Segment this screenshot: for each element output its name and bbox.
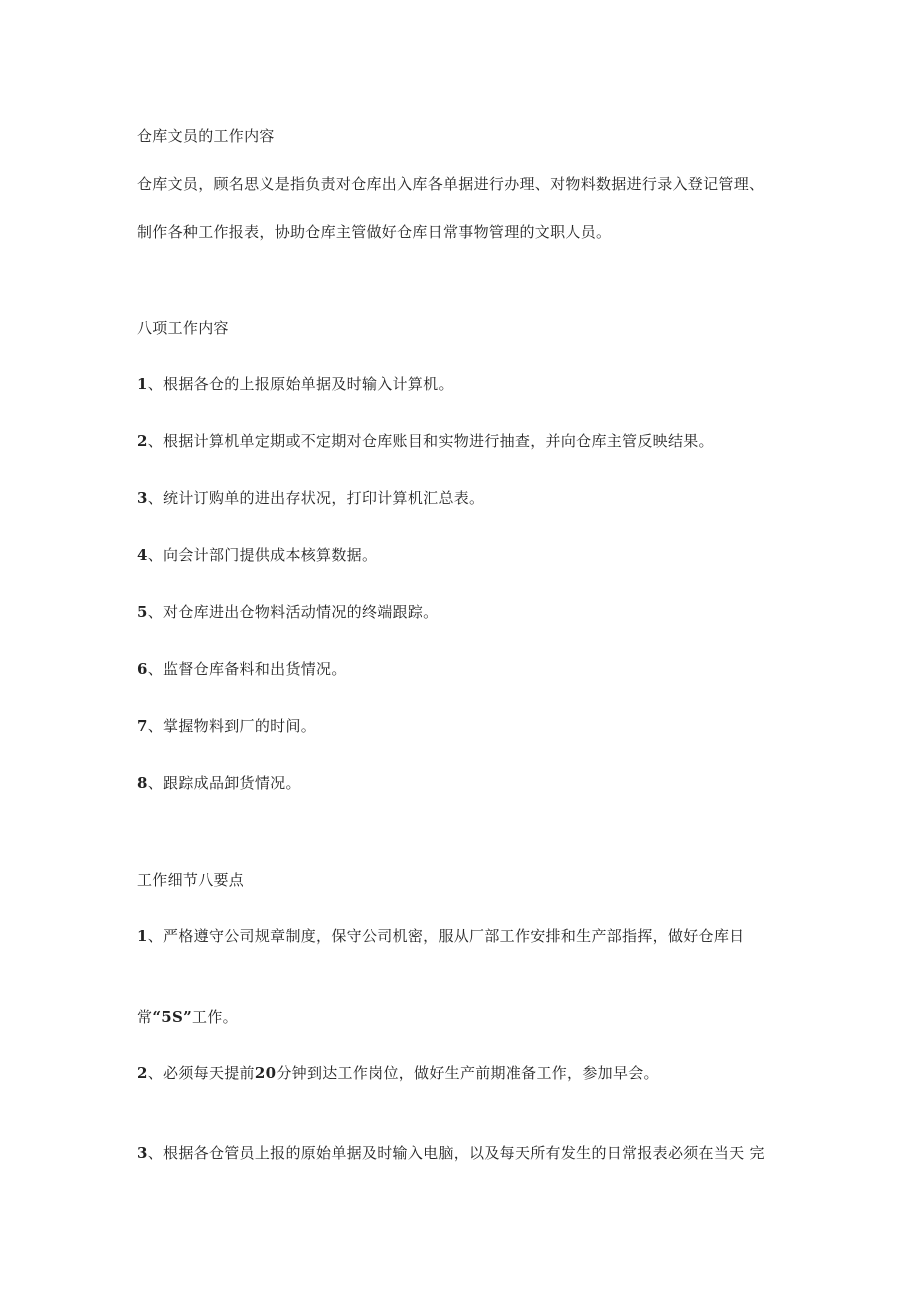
intro-paragraph-line-2: 制作各种工作报表，协助仓库主管做好仓库日常事物管理的文职人员。 bbox=[137, 223, 612, 241]
task-item-text: 、掌握物料到厂的时间。 bbox=[147, 717, 317, 735]
task-item-5 bbox=[137, 602, 438, 622]
task-item-2 bbox=[137, 431, 714, 451]
task-item-number: 7 bbox=[137, 717, 148, 735]
point-item-number: 1 bbox=[137, 927, 148, 945]
task-item-number: 5 bbox=[137, 603, 148, 621]
point-item-1-line-2 bbox=[137, 1007, 238, 1027]
task-item-1 bbox=[137, 374, 454, 394]
task-item-text: 、向会计部门提供成本核算数据。 bbox=[147, 546, 378, 564]
point-item-2 bbox=[137, 1063, 659, 1083]
task-item-number: 3 bbox=[137, 489, 148, 507]
section-heading-eight-tasks: 八项工作内容 bbox=[137, 319, 229, 337]
task-item-text: 、统计订购单的进出存状况，打印计算机汇总表。 bbox=[147, 489, 485, 507]
point-item-text: 、必须每天提前 bbox=[147, 1064, 255, 1082]
task-item-4 bbox=[137, 545, 377, 565]
section-heading-eight-points: 工作细节八要点 bbox=[137, 871, 245, 889]
point-item-text: 、严格遵守公司规章制度，保守公司机密，服从厂部工作安排和生产部指挥，做好仓库日 bbox=[147, 927, 745, 945]
task-item-6 bbox=[137, 659, 347, 679]
point-item-5s-label: “5S” bbox=[152, 1008, 193, 1026]
task-item-text: 、跟踪成品卸货情况。 bbox=[147, 774, 301, 792]
point-item-text: 、根据各仓管员上报的原始单据及时输入电脑，以及每天所有发生的日常报表必须在当天 完 bbox=[147, 1144, 765, 1162]
point-item-text: 分钟到达工作岗位，做好生产前期准备工作，参加早会。 bbox=[276, 1064, 659, 1082]
point-item-1-line-1 bbox=[137, 926, 744, 946]
intro-paragraph-line-1: 仓库文员，顾名思义是指负责对仓库出入库各单据进行办理、对物料数据进行录入登记管理、 bbox=[137, 175, 765, 193]
point-item-number: 2 bbox=[137, 1064, 148, 1082]
point-item-3 bbox=[137, 1143, 765, 1163]
task-item-number: 6 bbox=[137, 660, 148, 678]
point-item-number: 3 bbox=[137, 1144, 148, 1162]
task-item-number: 1 bbox=[137, 375, 148, 393]
task-item-7 bbox=[137, 716, 316, 736]
task-item-text: 、对仓库进出仓物料活动情况的终端跟踪。 bbox=[147, 603, 439, 621]
task-item-text: 、根据各仓的上报原始单据及时输入计算机。 bbox=[147, 375, 454, 393]
point-item-text: 常 bbox=[137, 1008, 153, 1026]
task-item-number: 8 bbox=[137, 774, 148, 792]
task-item-text: 、根据计算机单定期或不定期对仓库账目和实物进行抽查，并向仓库主管反映结果。 bbox=[147, 432, 714, 450]
task-item-number: 4 bbox=[137, 546, 148, 564]
point-item-text: 工作。 bbox=[192, 1008, 238, 1026]
task-item-number: 2 bbox=[137, 432, 148, 450]
task-item-3 bbox=[137, 488, 484, 508]
point-item-minutes: 20 bbox=[254, 1064, 277, 1082]
task-item-text: 、监督仓库备料和出货情况。 bbox=[147, 660, 347, 678]
document-title: 仓库文员的工作内容 bbox=[137, 127, 275, 145]
task-item-8 bbox=[137, 773, 301, 793]
